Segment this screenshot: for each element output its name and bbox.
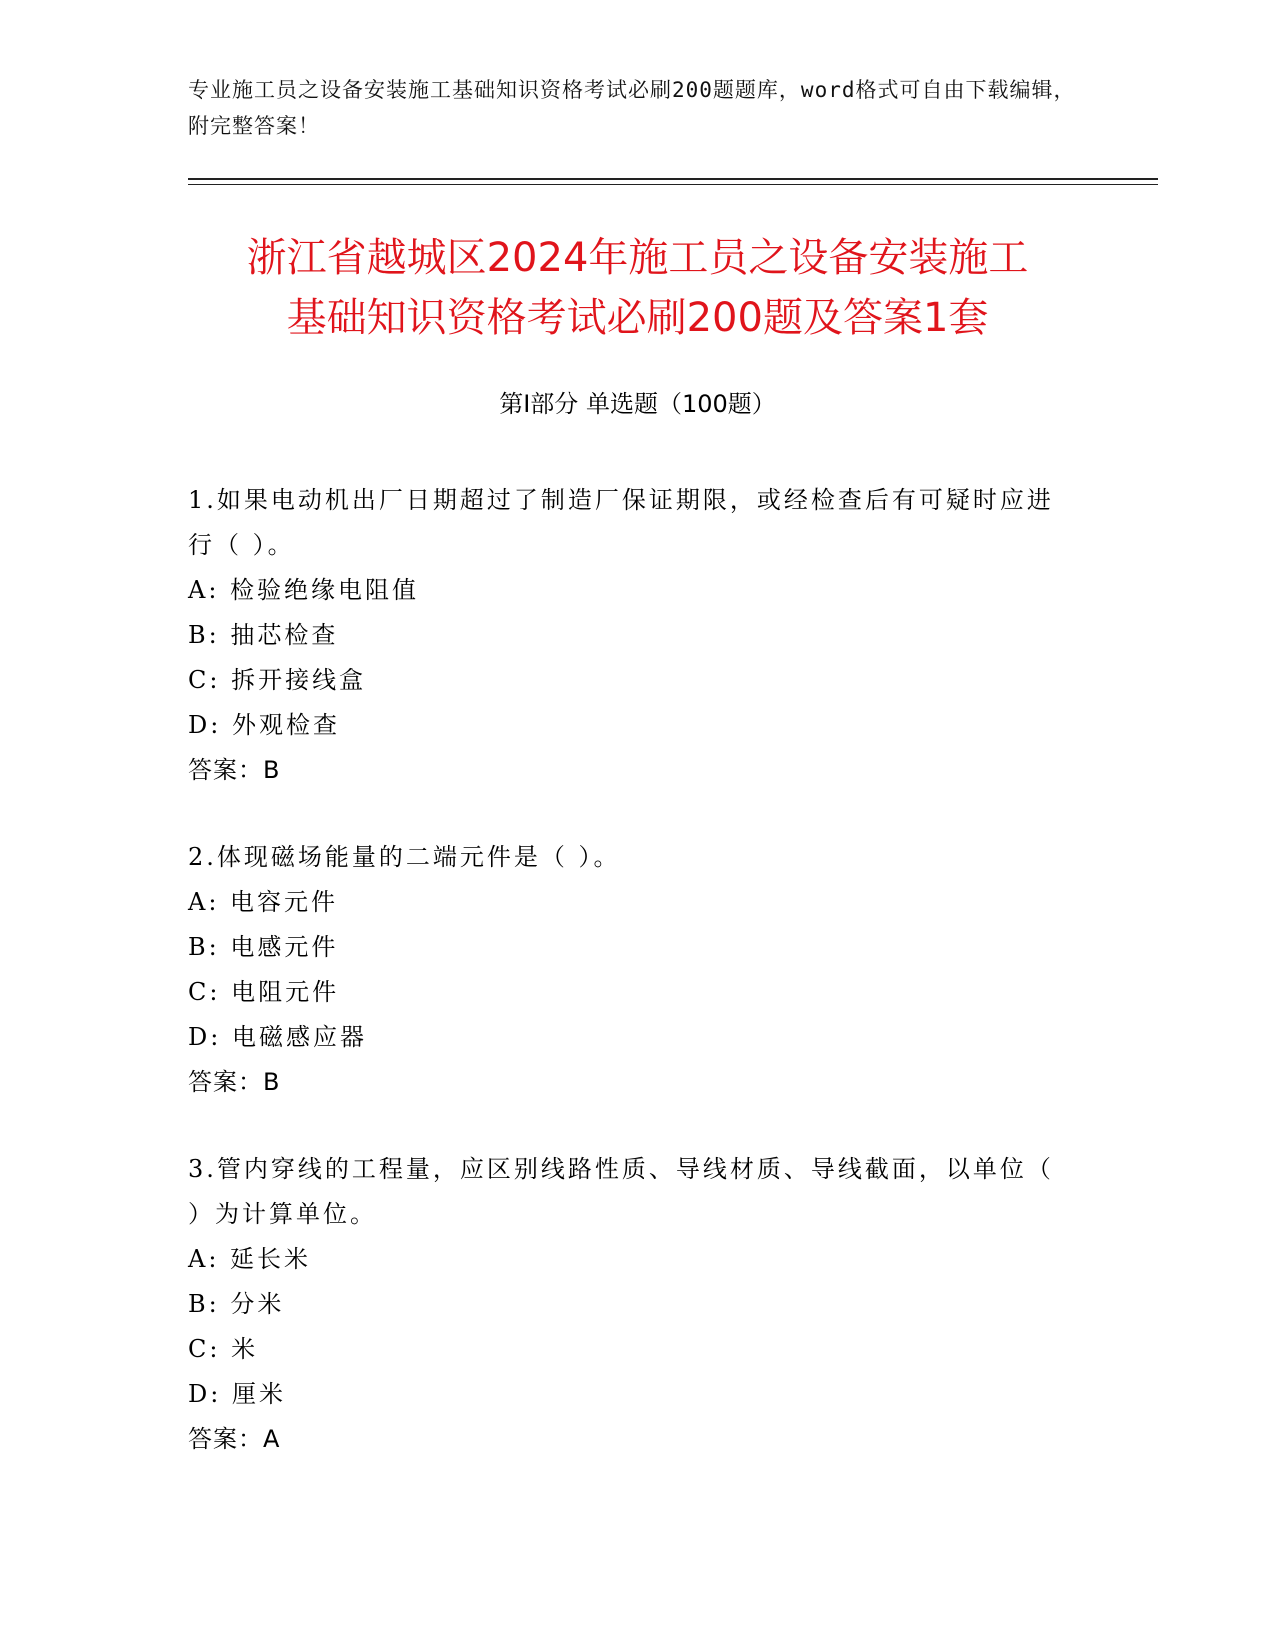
- option-b: B: 分米: [188, 1290, 285, 1318]
- option-c: C: 电阻元件: [188, 978, 340, 1006]
- header-divider-thin: [188, 184, 1158, 185]
- header-divider-thick: [188, 178, 1158, 180]
- question-stem: 3.管内穿线的工程量，应区别线路性质、导线材质、导线截面，以单位（ ）为计算单位。: [188, 1155, 1054, 1228]
- answer: 答案：B: [188, 1068, 281, 1096]
- question-1: [188, 478, 1068, 793]
- option-c: C: 拆开接线盒: [188, 666, 367, 694]
- question-3: [188, 1147, 1068, 1462]
- document-title-line-2: 基础知识资格考试必刷200题及答案1套: [286, 295, 989, 341]
- section-heading: 第I部分 单选题（100题）: [499, 390, 776, 418]
- option-d: D: 厘米: [188, 1380, 286, 1408]
- question-list: [188, 478, 1068, 1462]
- answer: 答案：A: [188, 1425, 281, 1453]
- option-a: A: 检验绝缘电阻值: [188, 576, 420, 604]
- answer: 答案：B: [188, 756, 281, 784]
- header-note: 专业施工员之设备安装施工基础知识资格考试必刷200题题库，word格式可自由下载编辑，附完整答案！: [188, 78, 1076, 138]
- option-b: B: 电感元件: [188, 933, 339, 961]
- option-d: D: 外观检查: [188, 711, 340, 739]
- option-d: D: 电磁感应器: [188, 1023, 367, 1051]
- option-a: A: 电容元件: [188, 888, 339, 916]
- option-a: A: 延长米: [188, 1245, 312, 1273]
- document-title: [160, 228, 1115, 348]
- document-title-line-1: 浙江省越城区2024年施工员之设备安装施工: [246, 235, 1029, 281]
- question-2: [188, 835, 1068, 1105]
- option-c: C: 米: [188, 1335, 259, 1363]
- option-b: B: 抽芯检查: [188, 621, 339, 649]
- question-stem: 2.体现磁场能量的二端元件是（ ）。: [188, 843, 621, 871]
- question-stem: 1.如果电动机出厂日期超过了制造厂保证期限，或经检查后有可疑时应进行（ ）。: [188, 486, 1054, 559]
